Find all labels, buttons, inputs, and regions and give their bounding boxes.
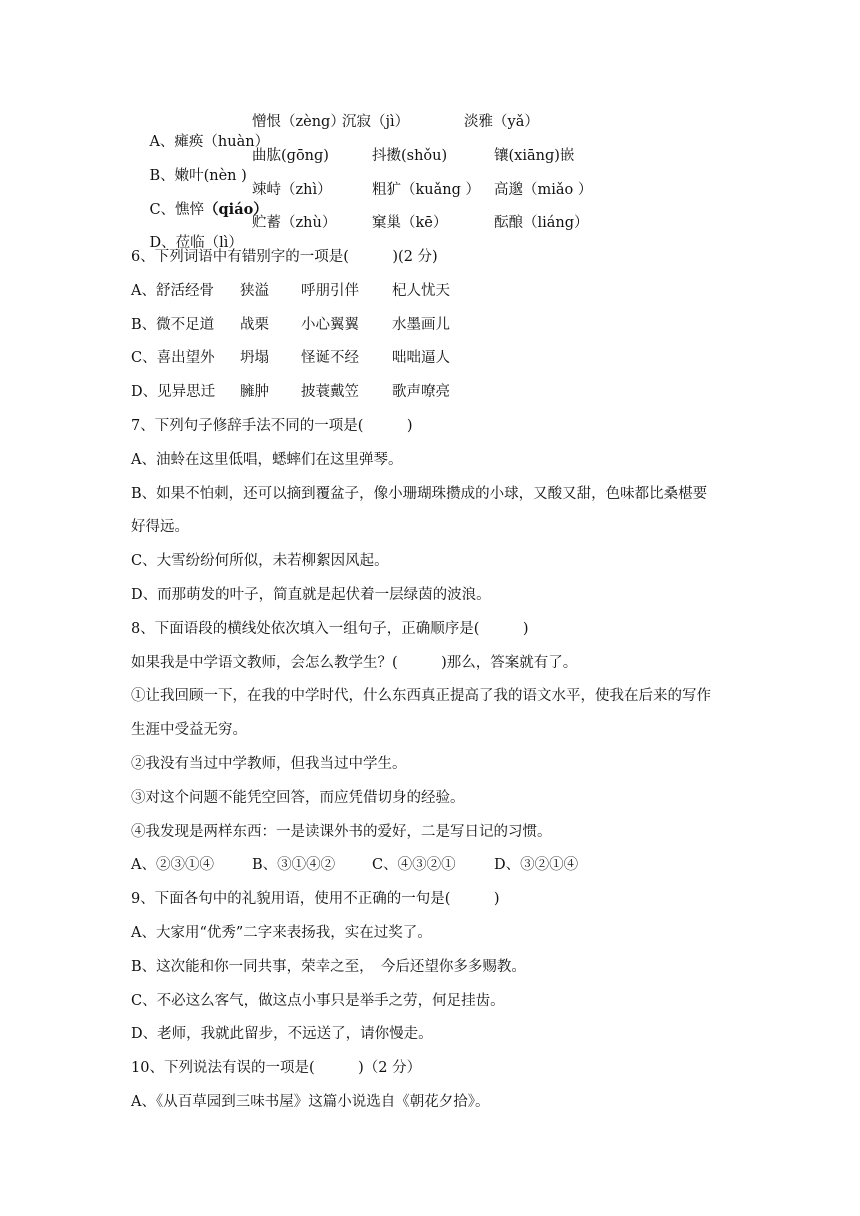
q7-stem: 7、下列句子修辞手法不同的一项是( ): [131, 418, 413, 434]
q8-sentence-3: ③对这个问题不能凭空回答，而应凭借切身的经验。: [131, 790, 465, 806]
q5-b-item-3: 抖擞(shǒu): [372, 148, 448, 164]
q8-sentence-4: ④我发现是两样东西：一是读课外书的爱好，二是写日记的习惯。: [131, 824, 552, 840]
q8-stem: 8、下面语段的横线处依次填入一组句子，正确顺序是( ): [131, 621, 529, 637]
q9-stem: 9、下面各句中的礼貌用语，使用不正确的一句是( ): [131, 891, 500, 907]
option-letter: A、: [149, 134, 175, 150]
q5-d-item-4: 酝酿（liáng）: [494, 215, 589, 231]
q5-option-c: C、憔悴（qiáo）: [149, 201, 268, 218]
q5-a-item-2: 憎恨（zèng）: [252, 114, 345, 130]
q6-c-word-2: 坍塌: [240, 350, 269, 366]
q6-option-d: D、见异思迁: [131, 384, 216, 400]
q8-sentence-1-line2: 生涯中受益无穷。: [131, 722, 247, 738]
q9-option-c: C、不必这么客气，做这点小事只是举手之劳，何足挂齿。: [131, 993, 505, 1009]
q6-c-word-4: 咄咄逼人: [392, 350, 450, 366]
q8-option-a: A、②③①④: [131, 857, 214, 873]
option-word: 瘫痪: [174, 134, 204, 150]
q8-sentence-2: ②我没有当过中学教师，但我当过中学生。: [131, 756, 407, 772]
q10-stem: 10、下列说法有误的一项是( )（2 分）: [131, 1060, 422, 1076]
q6-a-word-2: 狭溢: [240, 283, 269, 299]
q6-option-c: C、喜出望外: [131, 350, 215, 366]
q6-b-word-3: 小心翼翼: [301, 317, 359, 333]
q6-b-word-2: 战栗: [240, 317, 269, 333]
q8-option-b: B、③①④②: [252, 857, 336, 873]
q5-c-item-2: 竦峙（zhì）: [252, 182, 332, 198]
q6-c-word-3: 怪诞不经: [301, 350, 359, 366]
q6-d-word-3: 披蓑戴笠: [301, 384, 359, 400]
q8-passage: 如果我是中学语文教师，会怎么教学生？( )那么，答案就有了。: [131, 655, 578, 671]
q7-option-c: C、大雪纷纷何所似，未若柳絮因风起。: [131, 553, 389, 569]
q10-option-a: A、《从百草园到三味书屋》这篇小说选自《朝花夕拾》。: [131, 1094, 490, 1110]
q6-d-word-4: 歌声嘹亮: [392, 384, 450, 400]
q5-d-item-3: 窠巢（kē）: [372, 215, 448, 231]
q5-option-b: B、嫩叶(nèn ): [149, 168, 247, 184]
q5-option-d: D、莅临（lì）: [149, 235, 243, 251]
q5-a-item-4: 淡雅（yǎ）: [464, 114, 539, 130]
q5-d-item-2: 贮蓄（zhù）: [252, 215, 337, 231]
q5-c-item-4: 高邈（miǎo ）: [494, 182, 593, 198]
q7-option-b-line2: 好得远。: [131, 519, 189, 535]
q5-c-item-3: 粗犷（kuǎng ）: [372, 182, 480, 198]
q5-b-item-4: 镶(xiānɡ)嵌: [494, 148, 575, 164]
q7-option-b-line1: B、如果不怕刺，还可以摘到覆盆子，像小珊瑚珠攒成的小球，又酸又甜，色味都比桑椹要: [131, 486, 708, 502]
q5-a-item-3: 沉寂（jì）: [342, 114, 410, 130]
q7-option-d: D、而那萌发的叶子，简直就是起伏着一层绿茵的波浪。: [131, 587, 491, 603]
q7-option-a: A、油蛉在这里低唱，蟋蟀们在这里弹琴。: [131, 452, 403, 468]
q6-d-word-2: 臃肿: [240, 384, 269, 400]
q5-b-item-2: 曲肱(ɡōnɡ): [252, 148, 329, 164]
q6-a-word-3: 呼朋引伴: [301, 283, 359, 299]
q8-option-c: C、④③②①: [372, 857, 456, 873]
q6-b-word-4: 水墨画儿: [392, 317, 450, 333]
q9-option-d: D、老师，我就此留步，不远送了，请你慢走。: [131, 1026, 433, 1042]
q6-stem: 6、下列词语中有错别字的一项是( )(2 分): [131, 249, 438, 265]
q9-option-a: A、大家用“优秀”二字来表扬我，实在过奖了。: [131, 925, 432, 941]
q8-option-d: D、③②①④: [494, 857, 579, 873]
option-pinyin: （huàn）: [203, 134, 270, 150]
q6-option-b: B、微不足道: [131, 317, 215, 333]
q6-option-a: A、舒活经骨: [131, 283, 214, 299]
q6-a-word-4: 杞人忧天: [392, 283, 450, 299]
q8-sentence-1-line1: ①让我回顾一下，在我的中学时代，什么东西真正提高了我的语文水平，使我在后来的写作: [131, 688, 711, 704]
q9-option-b: B、这次能和你一同共事，荣幸之至， 今后还望你多多赐教。: [131, 959, 526, 975]
